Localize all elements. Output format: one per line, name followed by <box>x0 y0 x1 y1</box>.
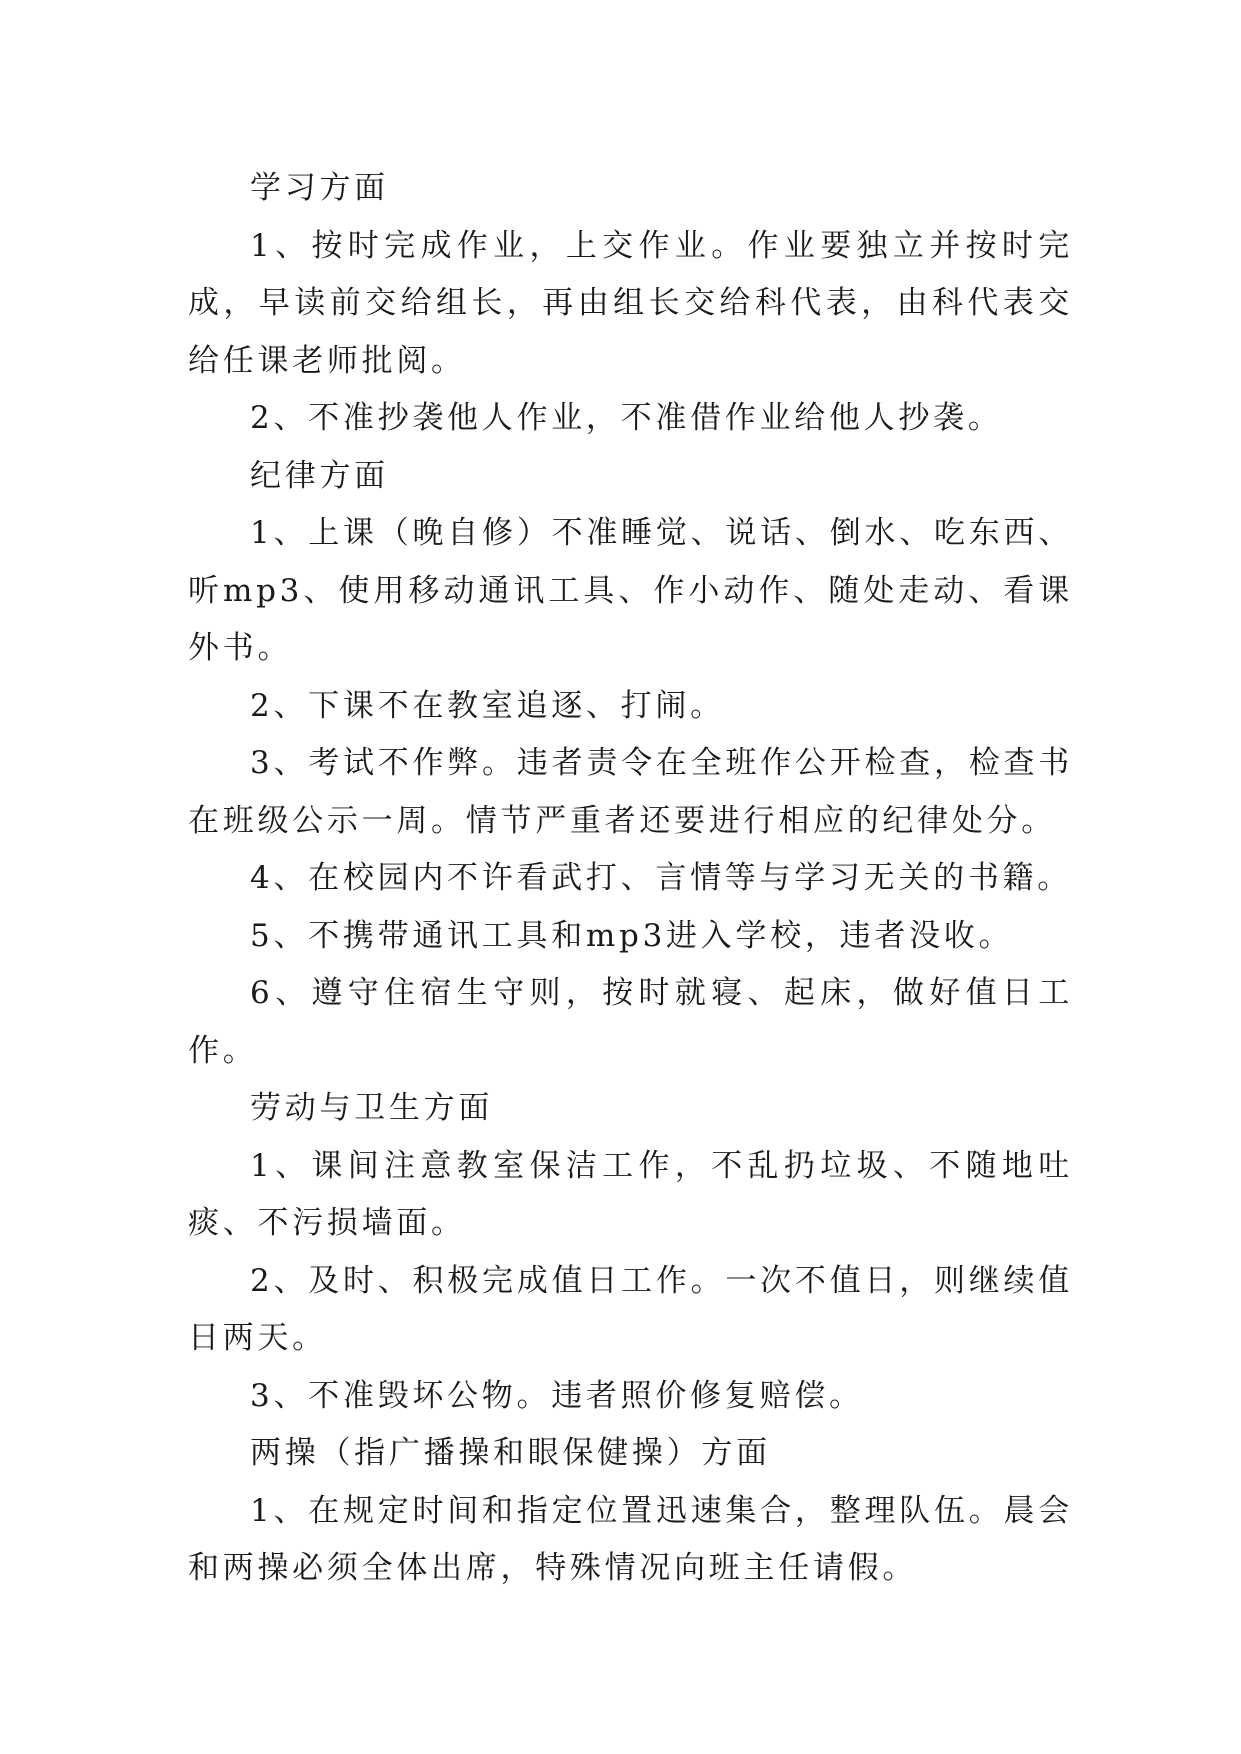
study-rule-1: 1、按时完成作业，上交作业。作业要独立并按时完成，早读前交给组长，再由组长交给科代表，由科代表交给任课老师批阅。 <box>188 227 1073 379</box>
labor-rule-2: 2、及时、积极完成值日工作。一次不值日，则继续值日两天。 <box>188 1262 1073 1356</box>
exercises-rule-1: 1、在规定时间和指定位置迅速集合，整理队伍。晨会和两操必须全体出席，特殊情况向班主任请假。 <box>188 1492 1073 1586</box>
section-heading-study: 学习方面 <box>250 170 389 206</box>
discipline-rule-1: 1、上课（晚自修）不准睡觉、说话、倒水、吃东西、听mp3、使用移动通讯工具、作小动作、随处走动、看课外书。 <box>188 515 1073 666</box>
discipline-rule-6: 6、遵守住宿生守则，按时就寝、起床，做好值日工作。 <box>188 975 1073 1069</box>
section-heading-labor-hygiene: 劳动与卫生方面 <box>250 1090 494 1126</box>
discipline-rule-5: 5、不携带通讯工具和mp3进入学校，违者没收。 <box>250 917 1014 954</box>
document-body <box>188 160 1073 1598</box>
section-heading-discipline: 纪律方面 <box>250 457 389 494</box>
discipline-rule-2: 2、下课不在教室追逐、打闹。 <box>250 687 725 724</box>
study-rule-2: 2、不准抄袭他人作业，不准借作业给他人抄袭。 <box>250 400 1003 436</box>
labor-rule-3: 3、不准毁坏公物。违者照价修复赔偿。 <box>250 1377 864 1414</box>
labor-rule-1: 1、课间注意教室保洁工作，不乱扔垃圾、不随地吐痰、不污损墙面。 <box>188 1147 1073 1241</box>
discipline-rule-4: 4、在校园内不许看武打、言情等与学习无关的书籍。 <box>250 860 1073 896</box>
section-heading-exercises: 两操（指广播操和眼保健操）方面 <box>250 1435 771 1471</box>
discipline-rule-3: 3、考试不作弊。违者责令在全班作公开检查，检查书在班级公示一周。情节严重者还要进行相应的纪律处分。 <box>188 745 1073 839</box>
